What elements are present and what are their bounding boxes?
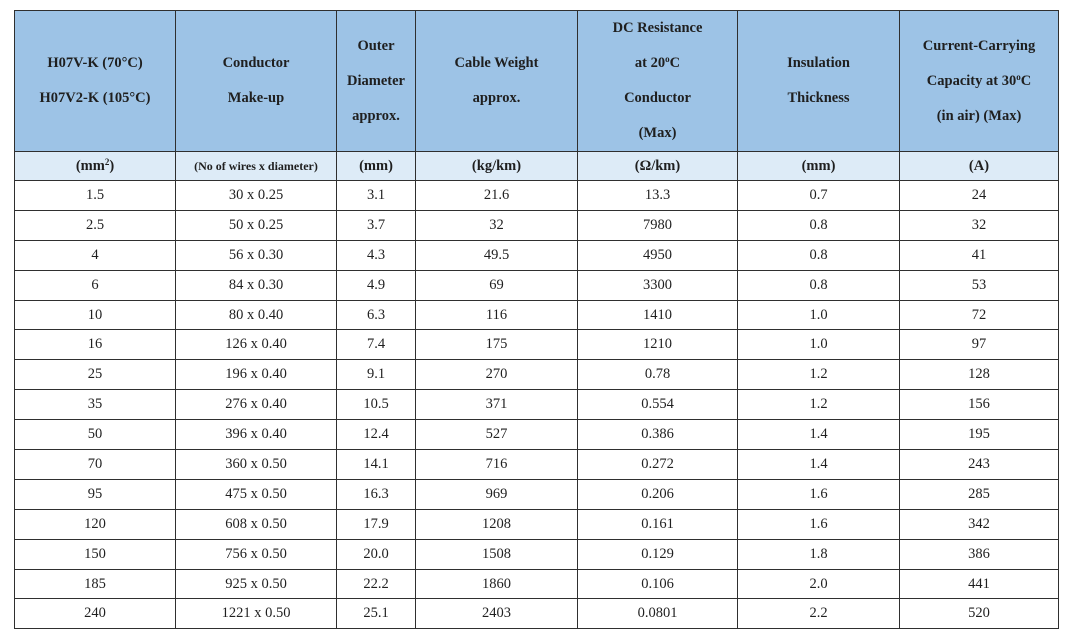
table-row <box>15 509 1059 539</box>
header-current-capacity <box>900 11 1059 152</box>
current-cell: 520 <box>900 599 1059 629</box>
weight-cell: 32 <box>416 210 578 240</box>
weight-cell: 2403 <box>416 599 578 629</box>
weight-cell: 1508 <box>416 539 578 569</box>
header-line: (Max) <box>638 125 677 141</box>
header-text: C <box>1020 72 1032 89</box>
thickness-cell: 1.4 <box>738 420 900 450</box>
resistance-cell: 0.129 <box>578 539 738 569</box>
table-row <box>15 420 1059 450</box>
resistance-cell: 0.272 <box>578 450 738 480</box>
header-text: at 20 <box>634 55 666 71</box>
units-row <box>15 152 1059 181</box>
diameter-cell: 9.1 <box>337 360 416 390</box>
current-cell: 97 <box>900 330 1059 360</box>
thickness-cell: 1.6 <box>738 479 900 509</box>
resistance-cell: 1210 <box>578 330 738 360</box>
makeup-cell: 608 x 0.50 <box>176 509 337 539</box>
current-cell: 386 <box>900 539 1059 569</box>
header-outer-diameter <box>337 11 416 152</box>
header-line <box>578 46 737 81</box>
current-cell: 441 <box>900 569 1059 599</box>
cross-section-cell: 150 <box>15 539 176 569</box>
weight-cell: 116 <box>416 300 578 330</box>
table-row <box>15 240 1059 270</box>
current-cell: 243 <box>900 450 1059 480</box>
makeup-cell: 360 x 0.50 <box>176 450 337 480</box>
weight-cell: 371 <box>416 390 578 420</box>
header-line: approx. <box>472 90 521 106</box>
weight-cell: 69 <box>416 270 578 300</box>
diameter-cell: 6.3 <box>337 300 416 330</box>
header-line: Current-Carrying <box>922 37 1036 54</box>
unit-thickness: (mm) <box>738 152 900 181</box>
makeup-cell: 276 x 0.40 <box>176 390 337 420</box>
thickness-cell: 1.6 <box>738 509 900 539</box>
unit-cross-section <box>15 152 176 181</box>
thickness-cell: 1.4 <box>738 450 900 480</box>
thickness-cell: 0.8 <box>738 270 900 300</box>
resistance-cell: 0.206 <box>578 479 738 509</box>
header-line: H07V2-K (105°C) <box>39 90 151 106</box>
current-cell: 24 <box>900 181 1059 211</box>
cross-section-cell: 35 <box>15 390 176 420</box>
weight-cell: 49.5 <box>416 240 578 270</box>
weight-cell: 969 <box>416 479 578 509</box>
cross-section-cell: 70 <box>15 450 176 480</box>
cross-section-cell: 6 <box>15 270 176 300</box>
unit-wires: (No of wires x diameter) <box>176 152 337 181</box>
header-line: Outer <box>357 37 395 54</box>
makeup-cell: 475 x 0.50 <box>176 479 337 509</box>
cross-section-cell: 1.5 <box>15 181 176 211</box>
cross-section-cell: 185 <box>15 569 176 599</box>
diameter-cell: 12.4 <box>337 420 416 450</box>
resistance-cell: 0.554 <box>578 390 738 420</box>
makeup-cell: 50 x 0.25 <box>176 210 337 240</box>
header-insulation-thickness <box>738 11 900 152</box>
header-line: approx. <box>352 107 400 124</box>
makeup-cell: 80 x 0.40 <box>176 300 337 330</box>
header-line: Cable Weight <box>454 55 539 71</box>
header-line: Conductor <box>222 55 290 71</box>
table-row <box>15 450 1059 480</box>
cross-section-cell: 4 <box>15 240 176 270</box>
thickness-cell: 1.2 <box>738 360 900 390</box>
header-line: DC Resistance <box>612 20 703 36</box>
table-row <box>15 300 1059 330</box>
thickness-cell: 1.8 <box>738 539 900 569</box>
thickness-cell: 2.2 <box>738 599 900 629</box>
table-row <box>15 330 1059 360</box>
weight-cell: 270 <box>416 360 578 390</box>
diameter-cell: 14.1 <box>337 450 416 480</box>
diameter-cell: 10.5 <box>337 390 416 420</box>
thickness-cell: 2.0 <box>738 569 900 599</box>
diameter-cell: 3.1 <box>337 181 416 211</box>
makeup-cell: 1221 x 0.50 <box>176 599 337 629</box>
current-cell: 342 <box>900 509 1059 539</box>
makeup-cell: 196 x 0.40 <box>176 360 337 390</box>
table-row <box>15 390 1059 420</box>
diameter-cell: 25.1 <box>337 599 416 629</box>
header-line: (in air) (Max) <box>936 107 1022 124</box>
current-cell: 195 <box>900 420 1059 450</box>
header-text: C <box>669 55 681 71</box>
diameter-cell: 3.7 <box>337 210 416 240</box>
unit-text: ) <box>109 157 115 174</box>
thickness-cell: 1.0 <box>738 300 900 330</box>
header-cable-weight <box>416 11 578 152</box>
unit-current: (A) <box>900 152 1059 181</box>
header-line: H07V-K (70°C) <box>47 55 143 71</box>
resistance-cell: 0.106 <box>578 569 738 599</box>
resistance-cell: 3300 <box>578 270 738 300</box>
header-line <box>900 64 1058 99</box>
thickness-cell: 0.8 <box>738 240 900 270</box>
makeup-cell: 56 x 0.30 <box>176 240 337 270</box>
weight-cell: 1860 <box>416 569 578 599</box>
table-body <box>15 181 1059 629</box>
resistance-cell: 0.161 <box>578 509 738 539</box>
table-row <box>15 569 1059 599</box>
cable-spec-table <box>14 10 1059 629</box>
degree-mark: o <box>665 54 670 64</box>
cross-section-cell: 10 <box>15 300 176 330</box>
thickness-cell: 1.2 <box>738 390 900 420</box>
header-row <box>15 11 1059 152</box>
makeup-cell: 756 x 0.50 <box>176 539 337 569</box>
cross-section-cell: 2.5 <box>15 210 176 240</box>
header-line: Diameter <box>347 72 405 89</box>
current-cell: 156 <box>900 390 1059 420</box>
resistance-cell: 7980 <box>578 210 738 240</box>
unit-diameter: (mm) <box>337 152 416 181</box>
header-line: Thickness <box>787 90 850 106</box>
header-conductor-makeup <box>176 11 337 152</box>
resistance-cell: 1410 <box>578 300 738 330</box>
unit-text: (mm <box>75 157 105 174</box>
diameter-cell: 16.3 <box>337 479 416 509</box>
diameter-cell: 4.9 <box>337 270 416 300</box>
resistance-cell: 4950 <box>578 240 738 270</box>
current-cell: 72 <box>900 300 1059 330</box>
current-cell: 32 <box>900 210 1059 240</box>
thickness-cell: 0.7 <box>738 181 900 211</box>
resistance-cell: 0.0801 <box>578 599 738 629</box>
unit-resistance: (Ω/km) <box>578 152 738 181</box>
cross-section-cell: 16 <box>15 330 176 360</box>
current-cell: 285 <box>900 479 1059 509</box>
weight-cell: 1208 <box>416 509 578 539</box>
current-cell: 53 <box>900 270 1059 300</box>
diameter-cell: 7.4 <box>337 330 416 360</box>
makeup-cell: 126 x 0.40 <box>176 330 337 360</box>
diameter-cell: 4.3 <box>337 240 416 270</box>
weight-cell: 175 <box>416 330 578 360</box>
table-row <box>15 479 1059 509</box>
weight-cell: 21.6 <box>416 181 578 211</box>
header-line: Conductor <box>624 90 691 106</box>
makeup-cell: 925 x 0.50 <box>176 569 337 599</box>
diameter-cell: 20.0 <box>337 539 416 569</box>
header-text: Capacity at 30 <box>926 72 1017 89</box>
header-dc-resistance <box>578 11 738 152</box>
cross-section-cell: 25 <box>15 360 176 390</box>
diameter-cell: 17.9 <box>337 509 416 539</box>
cross-section-cell: 95 <box>15 479 176 509</box>
weight-cell: 716 <box>416 450 578 480</box>
cross-section-cell: 240 <box>15 599 176 629</box>
degree-mark: o <box>1016 71 1021 82</box>
table-row <box>15 181 1059 211</box>
current-cell: 41 <box>900 240 1059 270</box>
header-line: Make-up <box>227 90 285 106</box>
thickness-cell: 1.0 <box>738 330 900 360</box>
cross-section-cell: 120 <box>15 509 176 539</box>
header-cable-type <box>15 11 176 152</box>
makeup-cell: 84 x 0.30 <box>176 270 337 300</box>
weight-cell: 527 <box>416 420 578 450</box>
resistance-cell: 13.3 <box>578 181 738 211</box>
diameter-cell: 22.2 <box>337 569 416 599</box>
table-row <box>15 210 1059 240</box>
unit-weight: (kg/km) <box>416 152 578 181</box>
superscript-2: 2 <box>104 156 110 167</box>
makeup-cell: 396 x 0.40 <box>176 420 337 450</box>
table-row <box>15 270 1059 300</box>
thickness-cell: 0.8 <box>738 210 900 240</box>
table-row <box>15 360 1059 390</box>
resistance-cell: 0.386 <box>578 420 738 450</box>
cross-section-cell: 50 <box>15 420 176 450</box>
header-line: Insulation <box>787 55 850 71</box>
table-row <box>15 539 1059 569</box>
current-cell: 128 <box>900 360 1059 390</box>
table-row <box>15 599 1059 629</box>
resistance-cell: 0.78 <box>578 360 738 390</box>
makeup-cell: 30 x 0.25 <box>176 181 337 211</box>
